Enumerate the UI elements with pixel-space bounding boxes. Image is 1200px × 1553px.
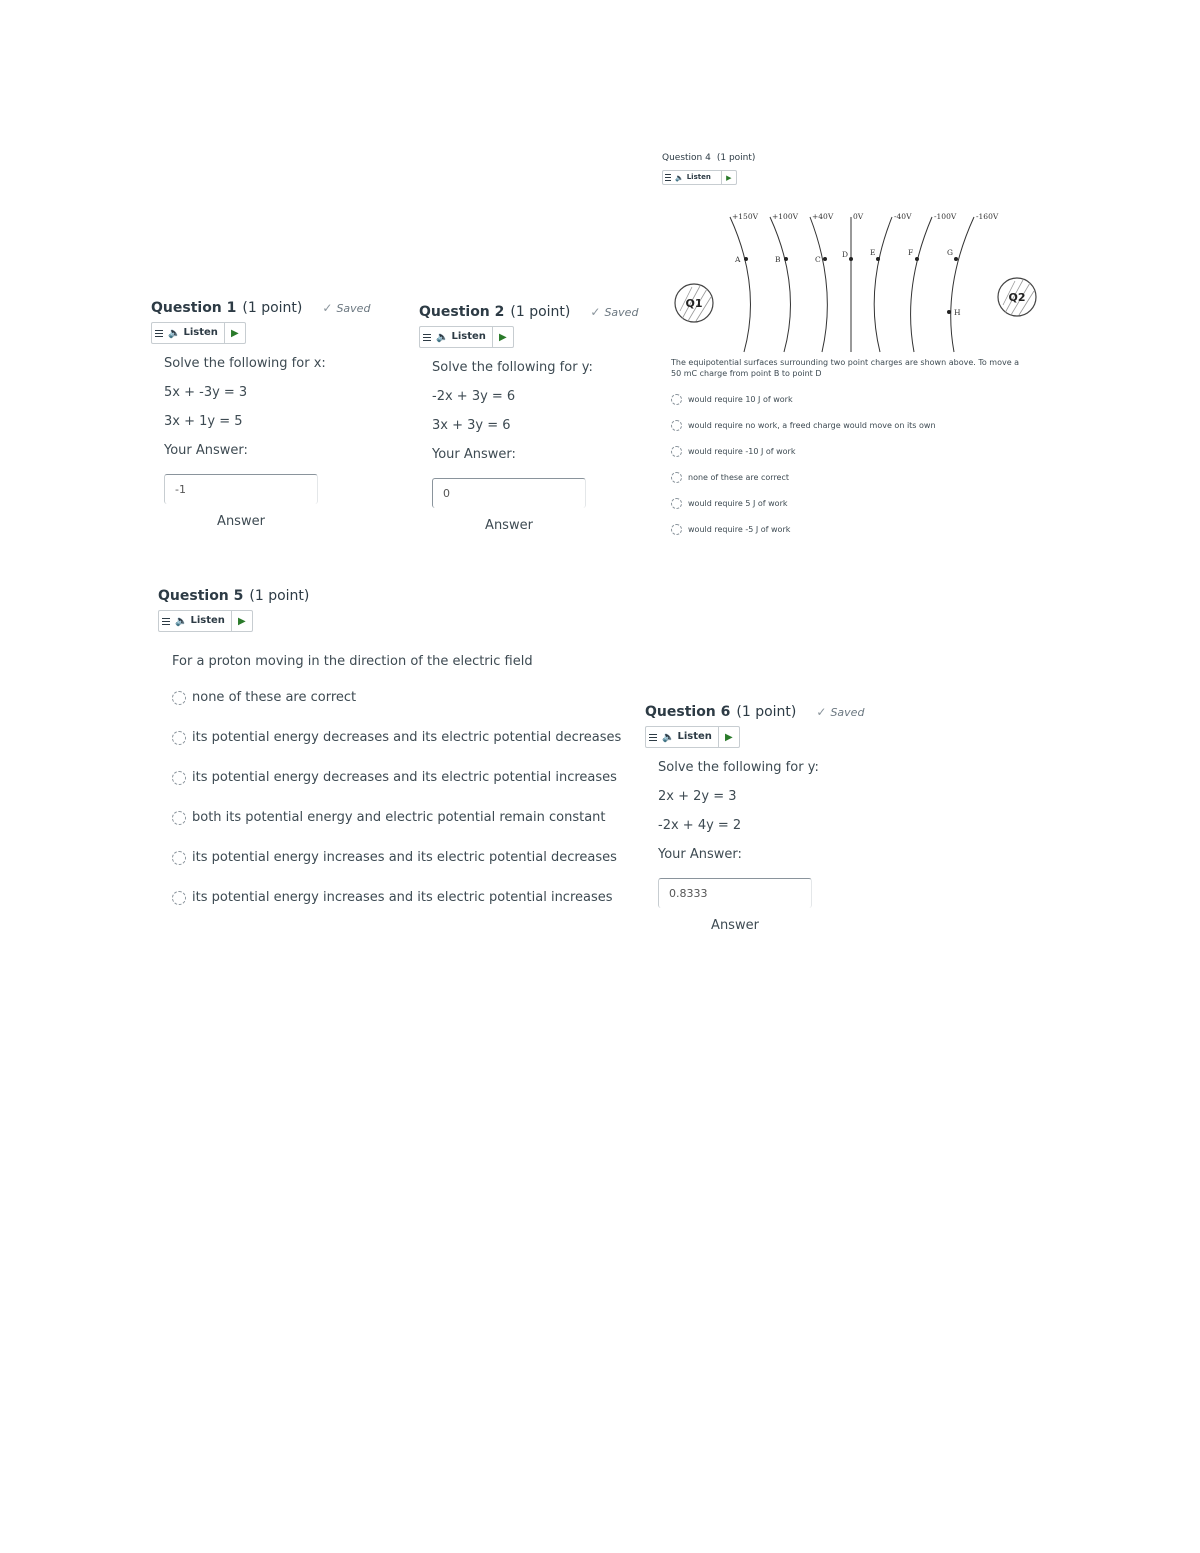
equipotential-diagram bbox=[662, 187, 1042, 357]
menu-icon[interactable] bbox=[663, 171, 673, 184]
speaker-icon: 🔈 bbox=[675, 173, 684, 182]
equation-1: 2x + 2y = 3 bbox=[658, 789, 737, 804]
check-icon: ✓ bbox=[590, 305, 601, 319]
answer-option-label: would require -5 J of work bbox=[688, 525, 791, 534]
question-title: Question 5 bbox=[158, 588, 244, 604]
listen-widget bbox=[645, 726, 740, 748]
answer-option[interactable] bbox=[671, 524, 1042, 535]
point-label: C bbox=[815, 255, 821, 264]
play-icon[interactable]: ▶ bbox=[499, 331, 507, 343]
listen-widget bbox=[151, 322, 246, 344]
answer-label: Answer bbox=[711, 918, 759, 933]
radio-button[interactable] bbox=[671, 472, 682, 483]
radio-button[interactable] bbox=[172, 771, 186, 785]
voltage-label: -100V bbox=[934, 212, 957, 221]
play-icon[interactable]: ▶ bbox=[726, 173, 732, 182]
answer-option[interactable] bbox=[671, 394, 1042, 405]
equation-2: 3x + 1y = 5 bbox=[164, 414, 243, 429]
answer-option[interactable] bbox=[172, 890, 628, 905]
saved-label: Saved bbox=[336, 301, 371, 315]
question-prompt: Solve the following for x: bbox=[164, 356, 326, 371]
radio-button[interactable] bbox=[172, 731, 186, 745]
menu-icon[interactable] bbox=[420, 327, 434, 347]
listen-button[interactable]: Listen bbox=[183, 323, 224, 343]
radio-button[interactable] bbox=[172, 691, 186, 705]
radio-button[interactable] bbox=[172, 891, 186, 905]
charge-label-left: Q1 bbox=[685, 297, 703, 310]
question-6 bbox=[645, 704, 885, 933]
speaker-icon: 🔈 bbox=[662, 731, 675, 743]
answer-option-label: would require no work, a freed charge would move on its own bbox=[688, 421, 936, 430]
answer-options bbox=[671, 394, 1042, 535]
answer-option-label: its potential energy decreases and its electric potential increases bbox=[192, 770, 617, 785]
point-label: B bbox=[775, 255, 781, 264]
question-points: (1 point) bbox=[716, 153, 756, 163]
saved-status bbox=[590, 305, 638, 319]
answer-option-label: both its potential energy and electric potential remain constant bbox=[192, 810, 606, 825]
answer-option[interactable] bbox=[671, 498, 1042, 509]
question-prompt: Solve the following for y: bbox=[432, 360, 593, 375]
point-label: F bbox=[908, 248, 914, 257]
radio-button[interactable] bbox=[671, 420, 682, 431]
answer-option-label: none of these are correct bbox=[688, 473, 790, 482]
question-5-header bbox=[158, 588, 628, 604]
point-label: H bbox=[954, 308, 961, 317]
question-6-header bbox=[645, 704, 885, 720]
saved-status bbox=[816, 705, 864, 719]
menu-icon[interactable] bbox=[646, 727, 660, 747]
question-points: (1 point) bbox=[249, 588, 310, 604]
listen-widget bbox=[662, 170, 737, 185]
play-icon[interactable]: ▶ bbox=[231, 327, 239, 339]
radio-button[interactable] bbox=[671, 446, 682, 457]
answer-label: Answer bbox=[217, 514, 265, 529]
answer-option[interactable] bbox=[172, 810, 628, 825]
listen-button[interactable]: Listen bbox=[687, 171, 722, 184]
listen-button[interactable]: Listen bbox=[677, 727, 718, 747]
question-1-header bbox=[151, 300, 391, 316]
saved-label: Saved bbox=[604, 305, 639, 319]
radio-button[interactable] bbox=[671, 394, 682, 405]
question-4 bbox=[662, 153, 1042, 535]
question-title: Question 1 bbox=[151, 300, 237, 316]
equipotential-lines bbox=[730, 217, 974, 352]
charge-q2 bbox=[998, 278, 1036, 316]
your-answer-label: Your Answer: bbox=[164, 443, 248, 458]
question-5 bbox=[158, 588, 628, 905]
listen-widget bbox=[158, 610, 253, 632]
answer-option-label: would require 5 J of work bbox=[688, 499, 788, 508]
question-prompt: For a proton moving in the direction of the electric field bbox=[172, 654, 533, 669]
answer-option-label: its potential energy increases and its electric potential decreases bbox=[192, 850, 617, 865]
radio-button[interactable] bbox=[172, 851, 186, 865]
answer-option[interactable] bbox=[172, 730, 628, 745]
listen-widget bbox=[419, 326, 514, 348]
charge-label-right: Q2 bbox=[1008, 291, 1026, 304]
play-icon[interactable]: ▶ bbox=[238, 615, 246, 627]
question-2-header bbox=[419, 304, 659, 320]
point-label: A bbox=[735, 255, 741, 264]
answer-option[interactable] bbox=[172, 770, 628, 785]
play-icon[interactable]: ▶ bbox=[725, 731, 733, 743]
saved-status bbox=[322, 301, 370, 315]
answer-option[interactable] bbox=[671, 446, 1042, 457]
speaker-icon: 🔈 bbox=[168, 327, 181, 339]
answer-option[interactable] bbox=[172, 690, 628, 705]
charge-q1 bbox=[675, 284, 713, 322]
voltage-label: -40V bbox=[894, 212, 912, 221]
question-title: Question 6 bbox=[645, 704, 731, 720]
question-prompt: Solve the following for y: bbox=[658, 760, 819, 775]
equation-2: -2x + 4y = 2 bbox=[658, 818, 742, 833]
listen-button[interactable]: Listen bbox=[451, 327, 492, 347]
answer-option-label: would require 10 J of work bbox=[688, 395, 793, 404]
voltage-label: +100V bbox=[772, 212, 799, 221]
point-label: D bbox=[842, 250, 849, 259]
point-label: G bbox=[947, 248, 953, 257]
question-points: (1 point) bbox=[736, 704, 797, 720]
question-points: (1 point) bbox=[510, 304, 571, 320]
question-prompt: The equipotential surfaces surrounding two point charges are shown above. To move a 50 mC charge from point B to point D bbox=[671, 358, 1020, 378]
question-points: (1 point) bbox=[242, 300, 303, 316]
answer-input[interactable]: 0 bbox=[432, 478, 586, 508]
answer-label: Answer bbox=[485, 518, 533, 533]
radio-button[interactable] bbox=[671, 524, 682, 535]
your-answer-label: Your Answer: bbox=[658, 847, 742, 862]
question-title: Question 4 bbox=[662, 153, 711, 163]
voltage-label: -160V bbox=[976, 212, 999, 221]
answer-option-label: would require -10 J of work bbox=[688, 447, 796, 456]
answer-option-label: its potential energy increases and its electric potential increases bbox=[192, 890, 613, 905]
answer-option[interactable] bbox=[671, 472, 1042, 483]
answer-input[interactable]: 0.8333 bbox=[658, 878, 812, 908]
equation-1: -2x + 3y = 6 bbox=[432, 389, 516, 404]
answer-option-label: its potential energy decreases and its electric potential decreases bbox=[192, 730, 622, 745]
question-4-header bbox=[662, 153, 1042, 163]
speaker-icon: 🔈 bbox=[175, 615, 188, 627]
check-icon: ✓ bbox=[816, 705, 827, 719]
equation-2: 3x + 3y = 6 bbox=[432, 418, 511, 433]
question-1 bbox=[151, 300, 391, 529]
check-icon: ✓ bbox=[322, 301, 333, 315]
point-label: E bbox=[870, 248, 876, 257]
answer-option[interactable] bbox=[671, 420, 1042, 431]
equation-1: 5x + -3y = 3 bbox=[164, 385, 248, 400]
saved-label: Saved bbox=[830, 705, 865, 719]
voltage-label: 0V bbox=[853, 212, 864, 221]
answer-option-label: none of these are correct bbox=[192, 690, 357, 705]
radio-button[interactable] bbox=[671, 498, 682, 509]
answer-option[interactable] bbox=[172, 850, 628, 865]
answer-input[interactable]: -1 bbox=[164, 474, 318, 504]
voltage-label: +40V bbox=[812, 212, 834, 221]
voltage-label: +150V bbox=[732, 212, 759, 221]
question-2 bbox=[419, 304, 659, 533]
menu-icon[interactable] bbox=[152, 323, 166, 343]
your-answer-label: Your Answer: bbox=[432, 447, 516, 462]
answer-options bbox=[172, 690, 628, 905]
speaker-icon: 🔈 bbox=[436, 331, 449, 343]
radio-button[interactable] bbox=[172, 811, 186, 825]
listen-button[interactable]: Listen bbox=[190, 611, 231, 631]
menu-icon[interactable] bbox=[159, 611, 173, 631]
question-title: Question 2 bbox=[419, 304, 505, 320]
